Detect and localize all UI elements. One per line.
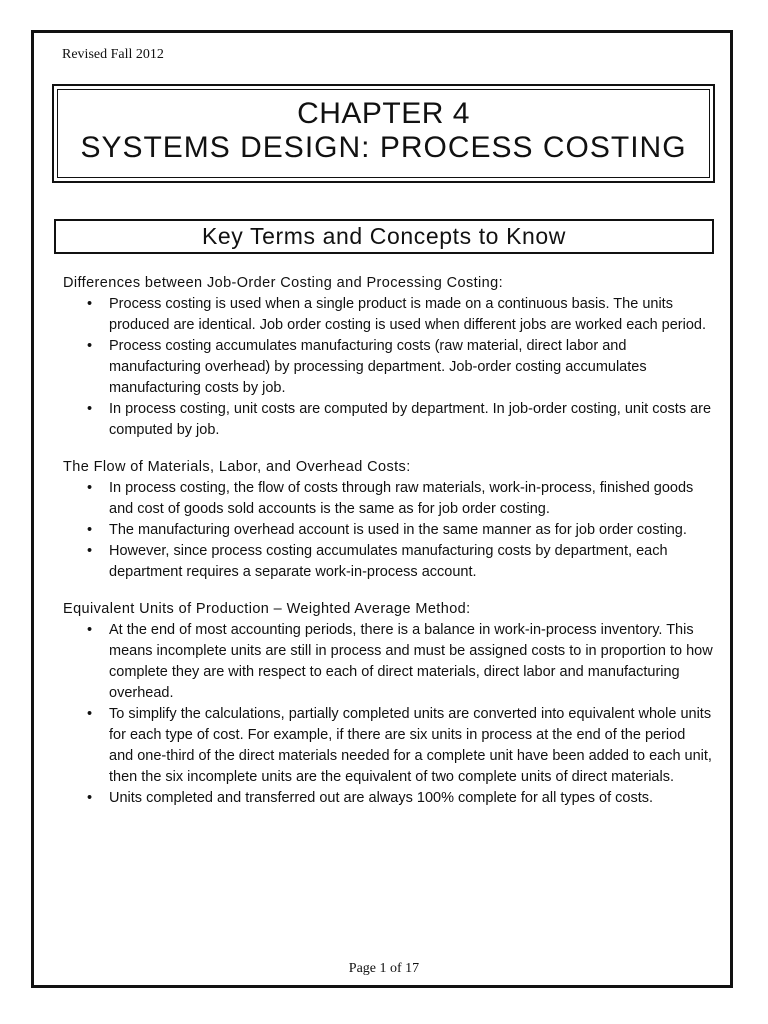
revision-note: Revised Fall 2012	[62, 47, 164, 62]
section-equivalent-units	[63, 599, 713, 809]
section-heading: The Flow of Materials, Labor, and Overhead Costs:	[63, 459, 411, 475]
bullet-list	[63, 478, 713, 583]
section-job-order-vs-process	[63, 273, 713, 441]
section-heading: Equivalent Units of Production – Weighted Average Method:	[63, 601, 471, 617]
chapter-title-inner-frame	[57, 89, 710, 178]
bullet-item: • However, since process costing accumulates manufacturing costs by department, each department requires a separate work-in-process account.	[63, 541, 713, 583]
page-number: Page 1 of 17	[348, 961, 420, 976]
bullet-item: • The manufacturing overhead account is used in the same manner as for job order costing.	[63, 520, 713, 541]
chapter-number: CHAPTER 4	[297, 97, 470, 130]
bullet-item: • In process costing, unit costs are computed by department. In job-order costing, unit costs are computed by job.	[63, 399, 713, 441]
document-body	[63, 273, 713, 809]
section-heading: Differences between Job-Order Costing and Processing Costing:	[63, 275, 504, 291]
chapter-title: SYSTEMS DESIGN: PROCESS COSTING	[80, 131, 687, 164]
bullet-item: • Process costing is used when a single product is made on a continuous basis. The units produced are identical. Job order costing is used when different jobs are worked each period.	[63, 294, 713, 336]
section-flow-of-costs	[63, 457, 713, 583]
bullet-list	[63, 294, 713, 441]
bullet-item: • In process costing, the flow of costs through raw materials, work-in-process, finished goods and cost of goods sold accounts is the same as for job order costing.	[63, 478, 713, 520]
bullet-item: • To simplify the calculations, partially completed units are converted into equivalent whole units for each type of cost. For example, if there are six units in process at the end of the period and one-third of the direct materials needed for a complete unit have been added to each unit, then the six incomplete units are the equivalent of two complete units of direct materials.	[63, 704, 713, 788]
bullet-item: • Process costing accumulates manufacturing costs (raw material, direct labor and manufacturing overhead) by processing department. Job-order costing accumulates manufacturing costs by job.	[63, 336, 713, 399]
bullet-item: • Units completed and transferred out are always 100% complete for all types of costs.	[63, 788, 713, 809]
chapter-title-box	[52, 84, 715, 183]
bullet-list	[63, 620, 713, 809]
key-terms-heading: Key Terms and Concepts to Know	[54, 219, 714, 254]
bullet-item: • At the end of most accounting periods, there is a balance in work-in-process inventory. This means incomplete units are still in process and must be assigned costs to in proportion to how complete they are with respect to each of direct materials, direct labor and manufacturing overhead.	[63, 620, 713, 704]
